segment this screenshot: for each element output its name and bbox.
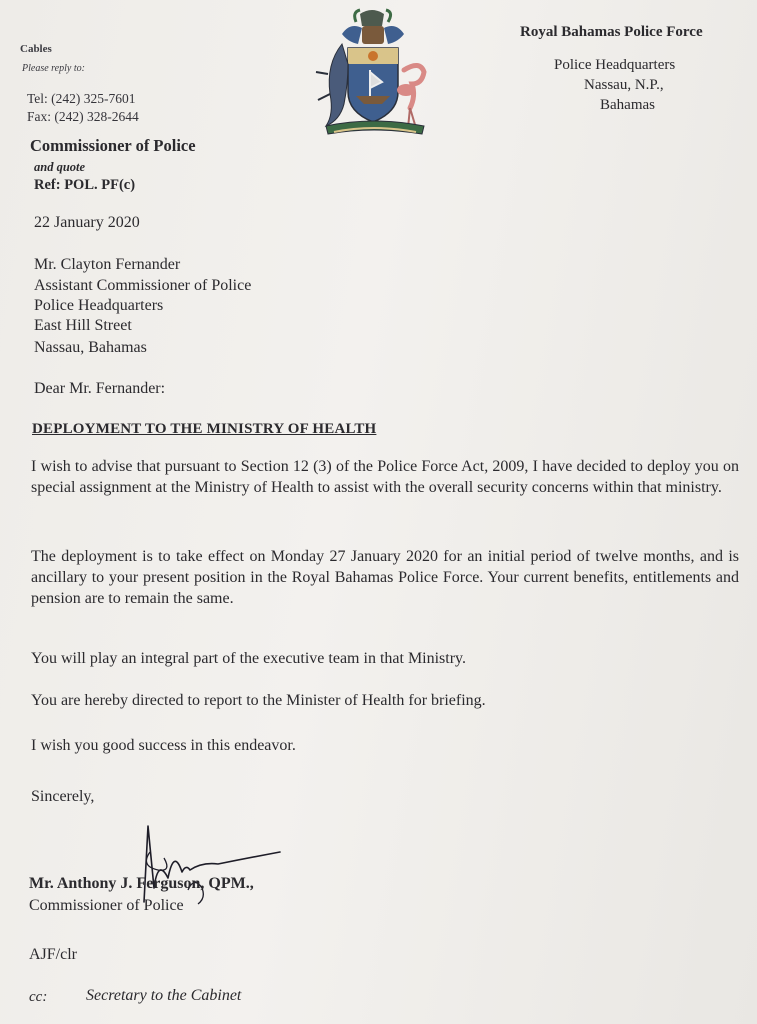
fax-number: Fax: (242) 328-2644 [27, 109, 139, 124]
tel-number: Tel: (242) 325-7601 [27, 91, 136, 106]
and-quote-label: and quote [34, 160, 86, 174]
cc-label: cc: [29, 989, 48, 1005]
reply-to-title: Commissioner of Police [30, 136, 196, 155]
signatory-title: Commissioner of Police [29, 897, 184, 914]
body-paragraph-1: I wish to advise that pursuant to Section 12 (3) of the Police Force Act, 2009, I have decided to deploy you on special assignment at the Ministry of Health to assist with the overall security concerns within that ministry. [31, 458, 739, 496]
org-address-line-2: Nassau, N.P., [584, 77, 664, 93]
recipient-line-5: Nassau, Bahamas [34, 339, 147, 356]
org-address-line-1: Police Headquarters [554, 57, 676, 73]
recipient-line-1: Mr. Clayton Fernander [34, 256, 181, 273]
reply-to-label: Please reply to: [22, 63, 85, 74]
coat-of-arms-icon [312, 4, 434, 138]
body-paragraph-4: You are hereby directed to report to the Minister of Health for briefing. [31, 692, 486, 709]
org-name: Royal Bahamas Police Force [520, 24, 703, 40]
subject-heading: DEPLOYMENT TO THE MINISTRY OF HEALTH [32, 421, 377, 437]
letter-date: 22 January 2020 [34, 214, 140, 231]
body-paragraph-2: The deployment is to take effect on Monday 27 January 2020 for an initial period of twelve months, and is ancillary to your present position in the Royal Bahamas Police Force. Your current benefits, entitlements and pension are to remain the same. [31, 548, 739, 607]
cc-value: Secretary to the Cabinet [86, 987, 242, 1004]
org-address-line-3: Bahamas [600, 97, 655, 113]
body-paragraph-5: I wish you good success in this endeavor. [31, 737, 296, 754]
recipient-line-4: East Hill Street [34, 317, 132, 334]
recipient-line-3: Police Headquarters [34, 297, 164, 314]
closing: Sincerely, [31, 788, 95, 805]
body-paragraph-3: You will play an integral part of the executive team in that Ministry. [31, 650, 467, 667]
typist-initials: AJF/clr [29, 946, 77, 963]
reference-number: Ref: POL. PF(c) [34, 177, 136, 193]
signatory-name: Mr. Anthony J. Ferguson, QPM., [29, 875, 254, 892]
recipient-line-2: Assistant Commissioner of Police [34, 277, 252, 294]
salutation: Dear Mr. Fernander: [34, 380, 166, 397]
cables-label: Cables [20, 43, 52, 55]
